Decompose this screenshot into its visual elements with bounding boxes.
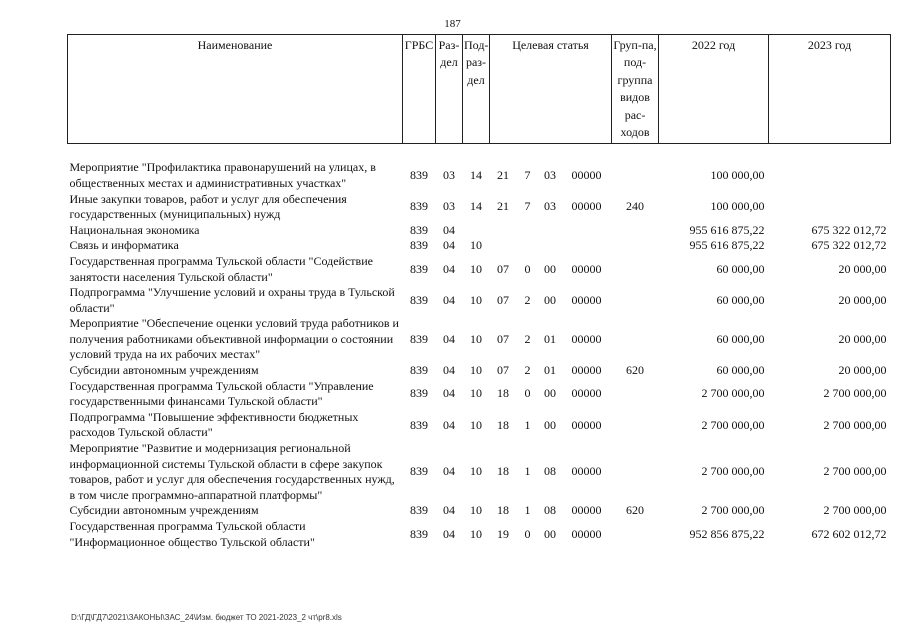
cell-vr: 240: [626, 199, 645, 214]
header-razdel: Раз-дел: [436, 35, 463, 144]
cell-rz: 04: [443, 331, 455, 346]
cell-t4: 00000: [571, 464, 602, 479]
table-row: [68, 441, 891, 503]
cell-rz: 04: [443, 386, 455, 401]
cell-t4: 00000: [571, 261, 602, 276]
cell-t1: 21: [497, 199, 509, 214]
cell-grbs: 839: [410, 417, 428, 432]
cell-t3: 08: [544, 464, 556, 479]
cell-t2: 7: [524, 199, 531, 214]
cell-t3: 00: [544, 261, 556, 276]
table-header-row: [68, 35, 891, 144]
cell-rz: 03: [443, 199, 455, 214]
cell-grbs: 839: [410, 386, 428, 401]
cell-vr: [612, 285, 659, 316]
cell-grbs: 839: [410, 363, 428, 378]
cell-t2: [517, 238, 539, 254]
cell-y2023: 20 000,00: [838, 292, 887, 307]
cell-t3: 00: [544, 417, 556, 432]
cell-t4: [562, 223, 612, 239]
cell-t2: 7: [524, 168, 531, 183]
cell-name: Государственная программа Тульской области "Управление государственными финансами Тульской области": [69, 378, 374, 409]
cell-t4: 00000: [571, 199, 602, 214]
cell-name: Субсидии автономным учреждениям: [69, 363, 259, 378]
cell-t4: 00000: [571, 292, 602, 307]
cell-vr: [612, 316, 659, 363]
cell-y2023: 2 700 000,00: [823, 417, 887, 432]
cell-y2022: 2 700 000,00: [701, 417, 765, 432]
table-row: [68, 519, 891, 550]
cell-y2022: 2 700 000,00: [701, 503, 765, 518]
cell-name: Мероприятие "Обеспечение оценки условий труда работников и получения работниками объективной информации о состоянии условий труда на их рабочих местах": [69, 316, 399, 362]
cell-pr: 10: [470, 292, 482, 307]
cell-y2023: 20 000,00: [838, 331, 887, 346]
cell-t4: 00000: [571, 526, 602, 541]
cell-pr: 10: [470, 417, 482, 432]
cell-grbs: 839: [410, 261, 428, 276]
cell-pr: 14: [470, 199, 482, 214]
cell-pr: 10: [470, 464, 482, 479]
cell-y2023: 675 322 012,72: [811, 222, 887, 237]
cell-name: Мероприятие "Развитие и модернизация региональной информационной системы Тульской области в сфере закупок товаров, работ и услуг для обеспечения государственных нужд, в том числе программно-аппаратной платформы": [69, 441, 395, 502]
cell-t3: 08: [544, 503, 556, 518]
cell-t3: [539, 223, 562, 239]
cell-pr: 10: [470, 238, 482, 253]
cell-t1: 18: [497, 464, 509, 479]
cell-t1: 18: [497, 503, 509, 518]
cell-t4: 00000: [571, 168, 602, 183]
cell-vr: [612, 223, 659, 239]
cell-vr: [612, 410, 659, 441]
table-row: [68, 238, 891, 254]
cell-t1: 18: [497, 417, 509, 432]
cell-t4: 00000: [571, 503, 602, 518]
cell-grbs: 839: [410, 292, 428, 307]
cell-pr: 10: [470, 261, 482, 276]
table-row: [68, 192, 891, 223]
cell-t3: 01: [544, 363, 556, 378]
cell-y2023: 2 700 000,00: [823, 503, 887, 518]
table-row: [68, 254, 891, 285]
cell-y2023: [769, 144, 891, 192]
cell-y2022: 955 616 875,22: [689, 238, 765, 253]
cell-grbs: 839: [410, 526, 428, 541]
cell-pr: 10: [470, 503, 482, 518]
table-row: [68, 363, 891, 379]
header-podrazdel: Под-раз-дел: [463, 35, 490, 144]
cell-t2: 0: [524, 386, 531, 401]
cell-t4: 00000: [571, 363, 602, 378]
table-row: [68, 223, 891, 239]
cell-t2: 1: [524, 417, 531, 432]
cell-grbs: 839: [410, 464, 428, 479]
cell-t4: 00000: [571, 386, 602, 401]
cell-t3: 00: [544, 526, 556, 541]
cell-pr: 10: [470, 526, 482, 541]
cell-vr: [612, 379, 659, 410]
cell-t3: [539, 238, 562, 254]
cell-t2: 0: [524, 261, 531, 276]
cell-y2023: 672 602 012,72: [811, 526, 887, 541]
cell-rz: 04: [443, 292, 455, 307]
cell-y2022: 955 616 875,22: [689, 222, 765, 237]
cell-grbs: 839: [410, 222, 428, 237]
cell-t4: 00000: [571, 331, 602, 346]
cell-t2: 2: [524, 331, 531, 346]
cell-pr: [463, 223, 490, 239]
cell-name: Связь и информатика: [69, 238, 179, 253]
table-row: [68, 316, 891, 363]
cell-t2: 1: [524, 464, 531, 479]
cell-grbs: 839: [410, 238, 428, 253]
cell-y2022: 60 000,00: [716, 261, 765, 276]
cell-y2023: [769, 192, 891, 223]
table-body: [68, 144, 891, 550]
cell-t2: 0: [524, 526, 531, 541]
page-number: 187: [444, 18, 461, 30]
cell-t2: [517, 223, 539, 239]
cell-y2023: 2 700 000,00: [823, 464, 887, 479]
cell-name: Мероприятие "Профилактика правонарушений на улицах, в общественных местах и административных участках": [69, 160, 376, 190]
cell-y2023: 2 700 000,00: [823, 386, 887, 401]
cell-t2: 1: [524, 503, 531, 518]
cell-rz: 04: [443, 238, 455, 253]
cell-vr: [612, 441, 659, 503]
header-group: Груп-па, под-группа видов рас-ходов: [612, 35, 659, 144]
cell-t1: 21: [497, 168, 509, 183]
cell-y2022: 100 000,00: [710, 168, 765, 183]
cell-pr: 10: [470, 386, 482, 401]
cell-t4: [562, 238, 612, 254]
cell-t3: 00: [544, 292, 556, 307]
cell-t3: 01: [544, 331, 556, 346]
cell-rz: 04: [443, 261, 455, 276]
cell-vr: 620: [626, 503, 645, 518]
table-row: [68, 379, 891, 410]
cell-name: Государственная программа Тульской области "Информационное общество Тульской области": [69, 519, 315, 549]
cell-y2022: 2 700 000,00: [701, 386, 765, 401]
cell-vr: 620: [626, 363, 645, 378]
header-grbs: ГРБС: [403, 35, 436, 144]
cell-t1: 19: [497, 526, 509, 541]
cell-rz: 04: [443, 526, 455, 541]
cell-t1: 07: [497, 331, 509, 346]
cell-vr: [612, 238, 659, 254]
cell-rz: 03: [443, 168, 455, 183]
header-2023: 2023 год: [769, 35, 891, 144]
cell-rz: 04: [443, 363, 455, 378]
cell-name: Иные закупки товаров, работ и услуг для обеспечения государственных (муниципальных) нужд: [69, 191, 347, 222]
cell-grbs: 839: [410, 331, 428, 346]
cell-vr: [612, 254, 659, 285]
cell-name: Национальная экономика: [69, 222, 200, 237]
cell-grbs: 839: [410, 503, 428, 518]
cell-t3: 00: [544, 386, 556, 401]
cell-pr: 14: [470, 168, 482, 183]
cell-y2022: 2 700 000,00: [701, 464, 765, 479]
cell-name: Государственная программа Тульской области "Содействие занятости населения Тульской области": [69, 253, 373, 284]
table-row: [68, 285, 891, 316]
cell-pr: 10: [470, 363, 482, 378]
table-row: [68, 503, 891, 519]
cell-grbs: 839: [410, 168, 428, 183]
file-path-footer: D:\ГД\ГД7\2021\ЗАКОНЫ\ЗАС_24\Изм. бюджет ТО 2021-2023_2 чт\pr8.xls: [71, 613, 342, 622]
cell-vr: [612, 519, 659, 550]
cell-t1: 18: [497, 386, 509, 401]
cell-y2022: 100 000,00: [710, 199, 765, 214]
cell-t1: 07: [497, 292, 509, 307]
header-2022: 2022 год: [659, 35, 769, 144]
cell-t1: 07: [497, 363, 509, 378]
cell-pr: 10: [470, 331, 482, 346]
cell-y2022: 60 000,00: [716, 292, 765, 307]
cell-name: Подпрограмма "Повышение эффективности бюджетных расходов Тульской области": [69, 409, 359, 440]
cell-y2022: 60 000,00: [716, 363, 765, 378]
cell-t2: 2: [524, 292, 531, 307]
cell-rz: 04: [443, 503, 455, 518]
cell-name: Подпрограмма "Улучшение условий и охраны труда в Тульской области": [69, 285, 395, 315]
cell-y2022: 60 000,00: [716, 331, 765, 346]
cell-t3: 03: [544, 168, 556, 183]
cell-vr: [612, 144, 659, 192]
cell-y2022: 952 856 875,22: [689, 526, 765, 541]
table-row: [68, 144, 891, 192]
cell-name: Субсидии автономным учреждениям: [69, 503, 259, 518]
cell-rz: 04: [443, 222, 455, 237]
header-target: Целевая статья: [490, 35, 612, 144]
cell-y2023: 20 000,00: [838, 261, 887, 276]
cell-t4: 00000: [571, 417, 602, 432]
cell-y2023: 675 322 012,72: [811, 238, 887, 253]
cell-rz: 04: [443, 417, 455, 432]
cell-t2: 2: [524, 363, 531, 378]
cell-t1: [490, 238, 517, 254]
cell-t3: 03: [544, 199, 556, 214]
cell-rz: 04: [443, 464, 455, 479]
budget-table: [67, 34, 891, 550]
header-name: Наименование: [68, 35, 403, 144]
cell-grbs: 839: [410, 199, 428, 214]
table-row: [68, 410, 891, 441]
cell-t1: [490, 223, 517, 239]
cell-y2023: 20 000,00: [838, 363, 887, 378]
cell-t1: 07: [497, 261, 509, 276]
